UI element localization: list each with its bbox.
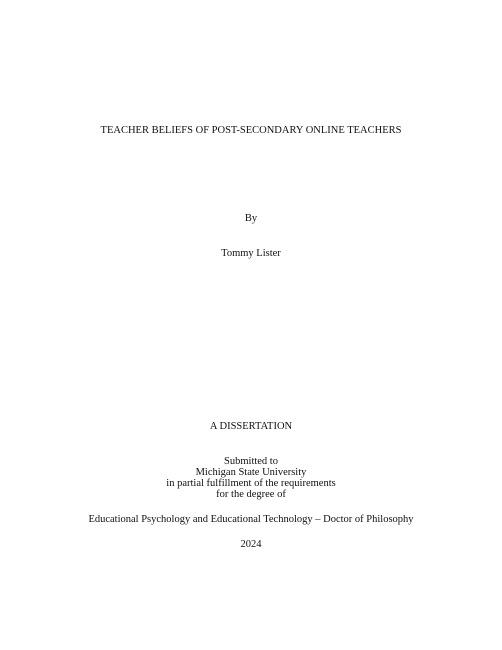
requirements-statement: in partial fulfillment of the requirements xyxy=(166,478,336,489)
degree-for: for the degree of xyxy=(216,489,286,500)
year: 2024 xyxy=(240,539,262,550)
degree-program: Educational Psychology and Educational Technology – Doctor of Philosophy xyxy=(88,514,414,525)
submitted-to: Submitted to xyxy=(224,456,278,467)
university-name: Michigan State University xyxy=(195,467,307,478)
by-label: By xyxy=(244,213,258,224)
document-type: A DISSERTATION xyxy=(209,421,293,432)
author-name: Tommy Lister xyxy=(221,248,281,259)
dissertation-title: TEACHER BELIEFS OF POST-SECONDARY ONLINE TEACHERS xyxy=(100,125,402,136)
